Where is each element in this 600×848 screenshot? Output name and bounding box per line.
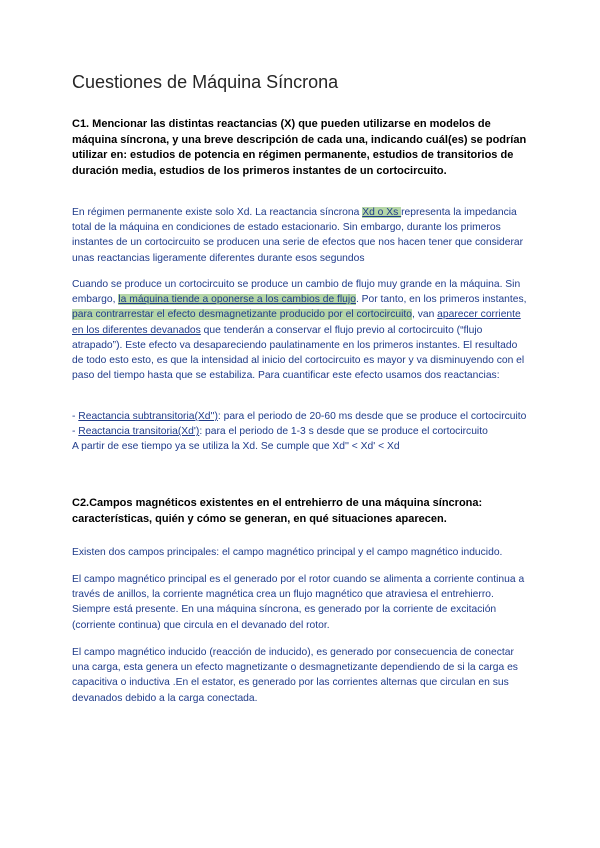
q1-p3-transient-term: Reactancia transitoria(Xd') — [78, 426, 200, 438]
q1-p1-text-a: En régimen permanente existe solo Xd. La reactancia síncrona — [72, 207, 363, 218]
q1-paragraph-3 — [72, 409, 530, 455]
q2-paragraph-2: El campo magnético principal es el generado por el rotor cuando se alimenta a corriente continua a través de anillos, la corriente magnética crea un flujo magnético que atraviesa el entrehierro. Siempre está presente. En una máquina síncrona, es generado por la corriente de excitación (corriente continua) que circula en el devanado del rotor. — [72, 574, 525, 631]
q1-p3-line2-post: : para el periodo de 1-3 s desde que se produce el cortocircuito — [199, 426, 488, 438]
q1-p2-text-d: que tenderán a conservar el flujo previo al cortocircuito (“flujo atrapado”). Este efecto va desapareciendo paulatinamente en los primeros instantes. El resultado de todo esto esto, es que la intensidad al inicio del cortocircuito es mayor y va disminuyendo con el paso del tiempo hasta que se estabiliza. Para cuantificar este efecto usamos dos reactancias: — [72, 324, 525, 382]
question-2-heading: C2.Campos magnéticos existentes en el entrehierro de una máquina síncrona: características, quién y cómo se generan, en qué situaciones aparecen. — [72, 497, 483, 525]
q1-p3-line1-pre: - — [72, 411, 79, 422]
q1-p2-text-a: Cuando se produce un cortocircuito se produce un cambio de flujo muy grande en la máquina. Sin embargo, — [72, 279, 521, 306]
q1-p1-highlight: Xd o Xs — [362, 207, 402, 218]
question-1-heading: C1. Mencionar las distintas reactancias (X) que pueden utilizarse en modelos de máquina síncrona, y una breve descripción de cada una, indicando cuál(es) se podrían utilizar en: estudios de potencia en régimen permanente, estudios de transitorios de duración media, estudios de los primeros instantes de un cortocircuito. — [72, 118, 527, 177]
q1-p2-highlight-2: para contrarrestar el efecto desmagnetizante producido por el cortocircuito — [72, 309, 412, 321]
q1-p3-line1-post: : para el periodo de 20-60 ms desde que se produce el cortocircuito — [217, 411, 527, 422]
q1-p2-highlight-1: la máquina tiende a oponerse a los cambios de flujo — [118, 294, 356, 306]
q1-paragraph-1 — [72, 205, 530, 266]
q1-p2-text-b: . Por tanto, en los primeros instantes, — [355, 294, 527, 306]
q1-p3-line2-pre: - — [72, 426, 79, 438]
q2-paragraph-1: Existen dos campos principales: el campo magnético principal y el campo magnético inducido. — [72, 547, 503, 558]
q1-p2-text-c: , van — [411, 309, 438, 321]
q1-p2-underline: aparecer corriente en los diferentes devanados — [72, 309, 521, 336]
q1-paragraph-2 — [72, 277, 530, 383]
page-title: Cuestiones de Máquina Síncrona — [72, 72, 339, 92]
q1-p3-line3: A partir de ese tiempo ya se utiliza la Xd. Se cumple que Xd'' < Xd' < Xd — [72, 441, 400, 453]
q2-paragraph-3: El campo magnético inducido (reacción de inducido), es generado por consecuencia de conectar una carga, esta genera un efecto magnetizante o desmagnetizante dependiendo de si la carga es capacitiva o inductiva .En el estator, es generado por las corrientes alternas que circulan en sus devanados debido a la carga conectada. — [72, 647, 518, 704]
q1-p1-text-b: representa la impedancia total de la máquina en condiciones de estado estacionario. Sin embargo, durante los primeros instantes de un cortocircuito se producen una serie de efectos que nos hacen tener que considerar unas reactancias ligeramente diferentes durante esos segundos — [72, 207, 524, 264]
q1-p3-subtransient-term: Reactancia subtransitoria(Xd'') — [78, 411, 218, 422]
